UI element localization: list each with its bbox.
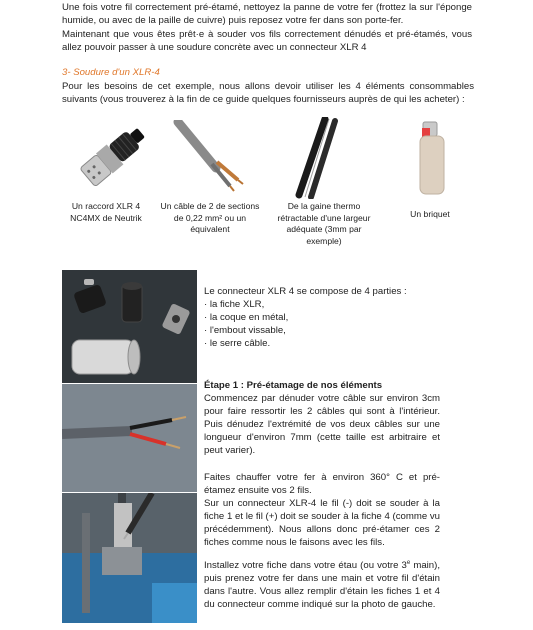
intro-paragraph-1: Une fois votre fil correctement pré-étamé, nettoyez la panne de votre fer (frottez la sur l'éponge humide, ou avec de la paille de cuivre) puis reposez votre fer dans son porte-fer. (62, 2, 472, 26)
xlr-connector-image (72, 117, 152, 197)
item-caption-cable: Un câble de 2 de sections de 0,22 mm² ou un équivalent (160, 201, 260, 234)
step1-paragraph-3: Sur un connecteur XLR-4 le fil (-) doit se souder à la fiche 1 et le fil (+) doit se souder à la fiche 4 (comme vu précédemment). Nous allons donc pré-étamer ces 2 fiches comme nous le faisons avec les fils. (204, 498, 440, 548)
list-item: · le serre câble. (204, 337, 404, 350)
step1-paragraph-4 (204, 557, 440, 611)
step1-p4-part-a: Installez votre fiche dans votre étau (ou votre 3 (204, 560, 407, 572)
step1-paragraph-1: Commencez par dénuder votre câble sur environ 3cm pour faire ressortir les 2 câbles qui sont à l'intérieur. Puis dénudez l'extrémité de vos deux câbles sur une longueur d'environ 7mm (cette taille est arbitraire et peut varier). (204, 393, 440, 456)
item-caption-lighter: Un briquet (410, 209, 450, 219)
soldering-vise-photo (62, 493, 197, 623)
heat-shrink-image (285, 117, 345, 199)
step1-title: Étape 1 : Pré-étamage de nos éléments (204, 380, 383, 391)
step1-p4-part-b: main), puis prenez votre fer dans une main et votre fil d'étain dans l'autre. Vous allez remplir d'étain les fiches 1 et 4 du connecteur comme indiqué sur la photo de gauche. (204, 560, 440, 611)
item-caption-heat-shrink: De la gaine thermo rétractable d'une largeur adéquate (3mm par exemple) (277, 201, 371, 246)
connector-parts-photo (62, 270, 197, 383)
stripped-cable-photo (62, 384, 197, 492)
list-item: · la fiche XLR, (204, 298, 404, 311)
cable-image (168, 120, 248, 198)
list-item: · l'embout vissable, (204, 324, 404, 337)
step1-p4-superscript: e (406, 560, 411, 566)
step1-paragraph-2: Faites chauffer votre fer à environ 360° C et pré-étamez ensuite vos 2 fils. (204, 472, 440, 496)
lighter-image (412, 118, 452, 198)
connector-parts-list (204, 298, 404, 350)
list-item: · la coque en métal, (204, 311, 404, 324)
section-heading: 3- Soudure d'un XLR-4 (62, 67, 160, 78)
connector-intro: Le connecteur XLR 4 se compose de 4 parties : (204, 286, 407, 297)
section-intro: Pour les besoins de cet exemple, nous allons devoir utiliser les 4 éléments consommables suivants (vous trouverez à la fin de ce guide quelques fournisseurs auprès de qui les acheter) : (62, 81, 474, 105)
item-caption-xlr: Un raccord XLR 4 NC4MX de Neutrik (70, 201, 142, 223)
intro-paragraph-2: Maintenant que vous êtes prêt·e à souder vos fils correctement dénudés et pré-étamés, vous allez pouvoir passer à une soudure concrète avec un connecteur XLR 4 (62, 29, 472, 53)
